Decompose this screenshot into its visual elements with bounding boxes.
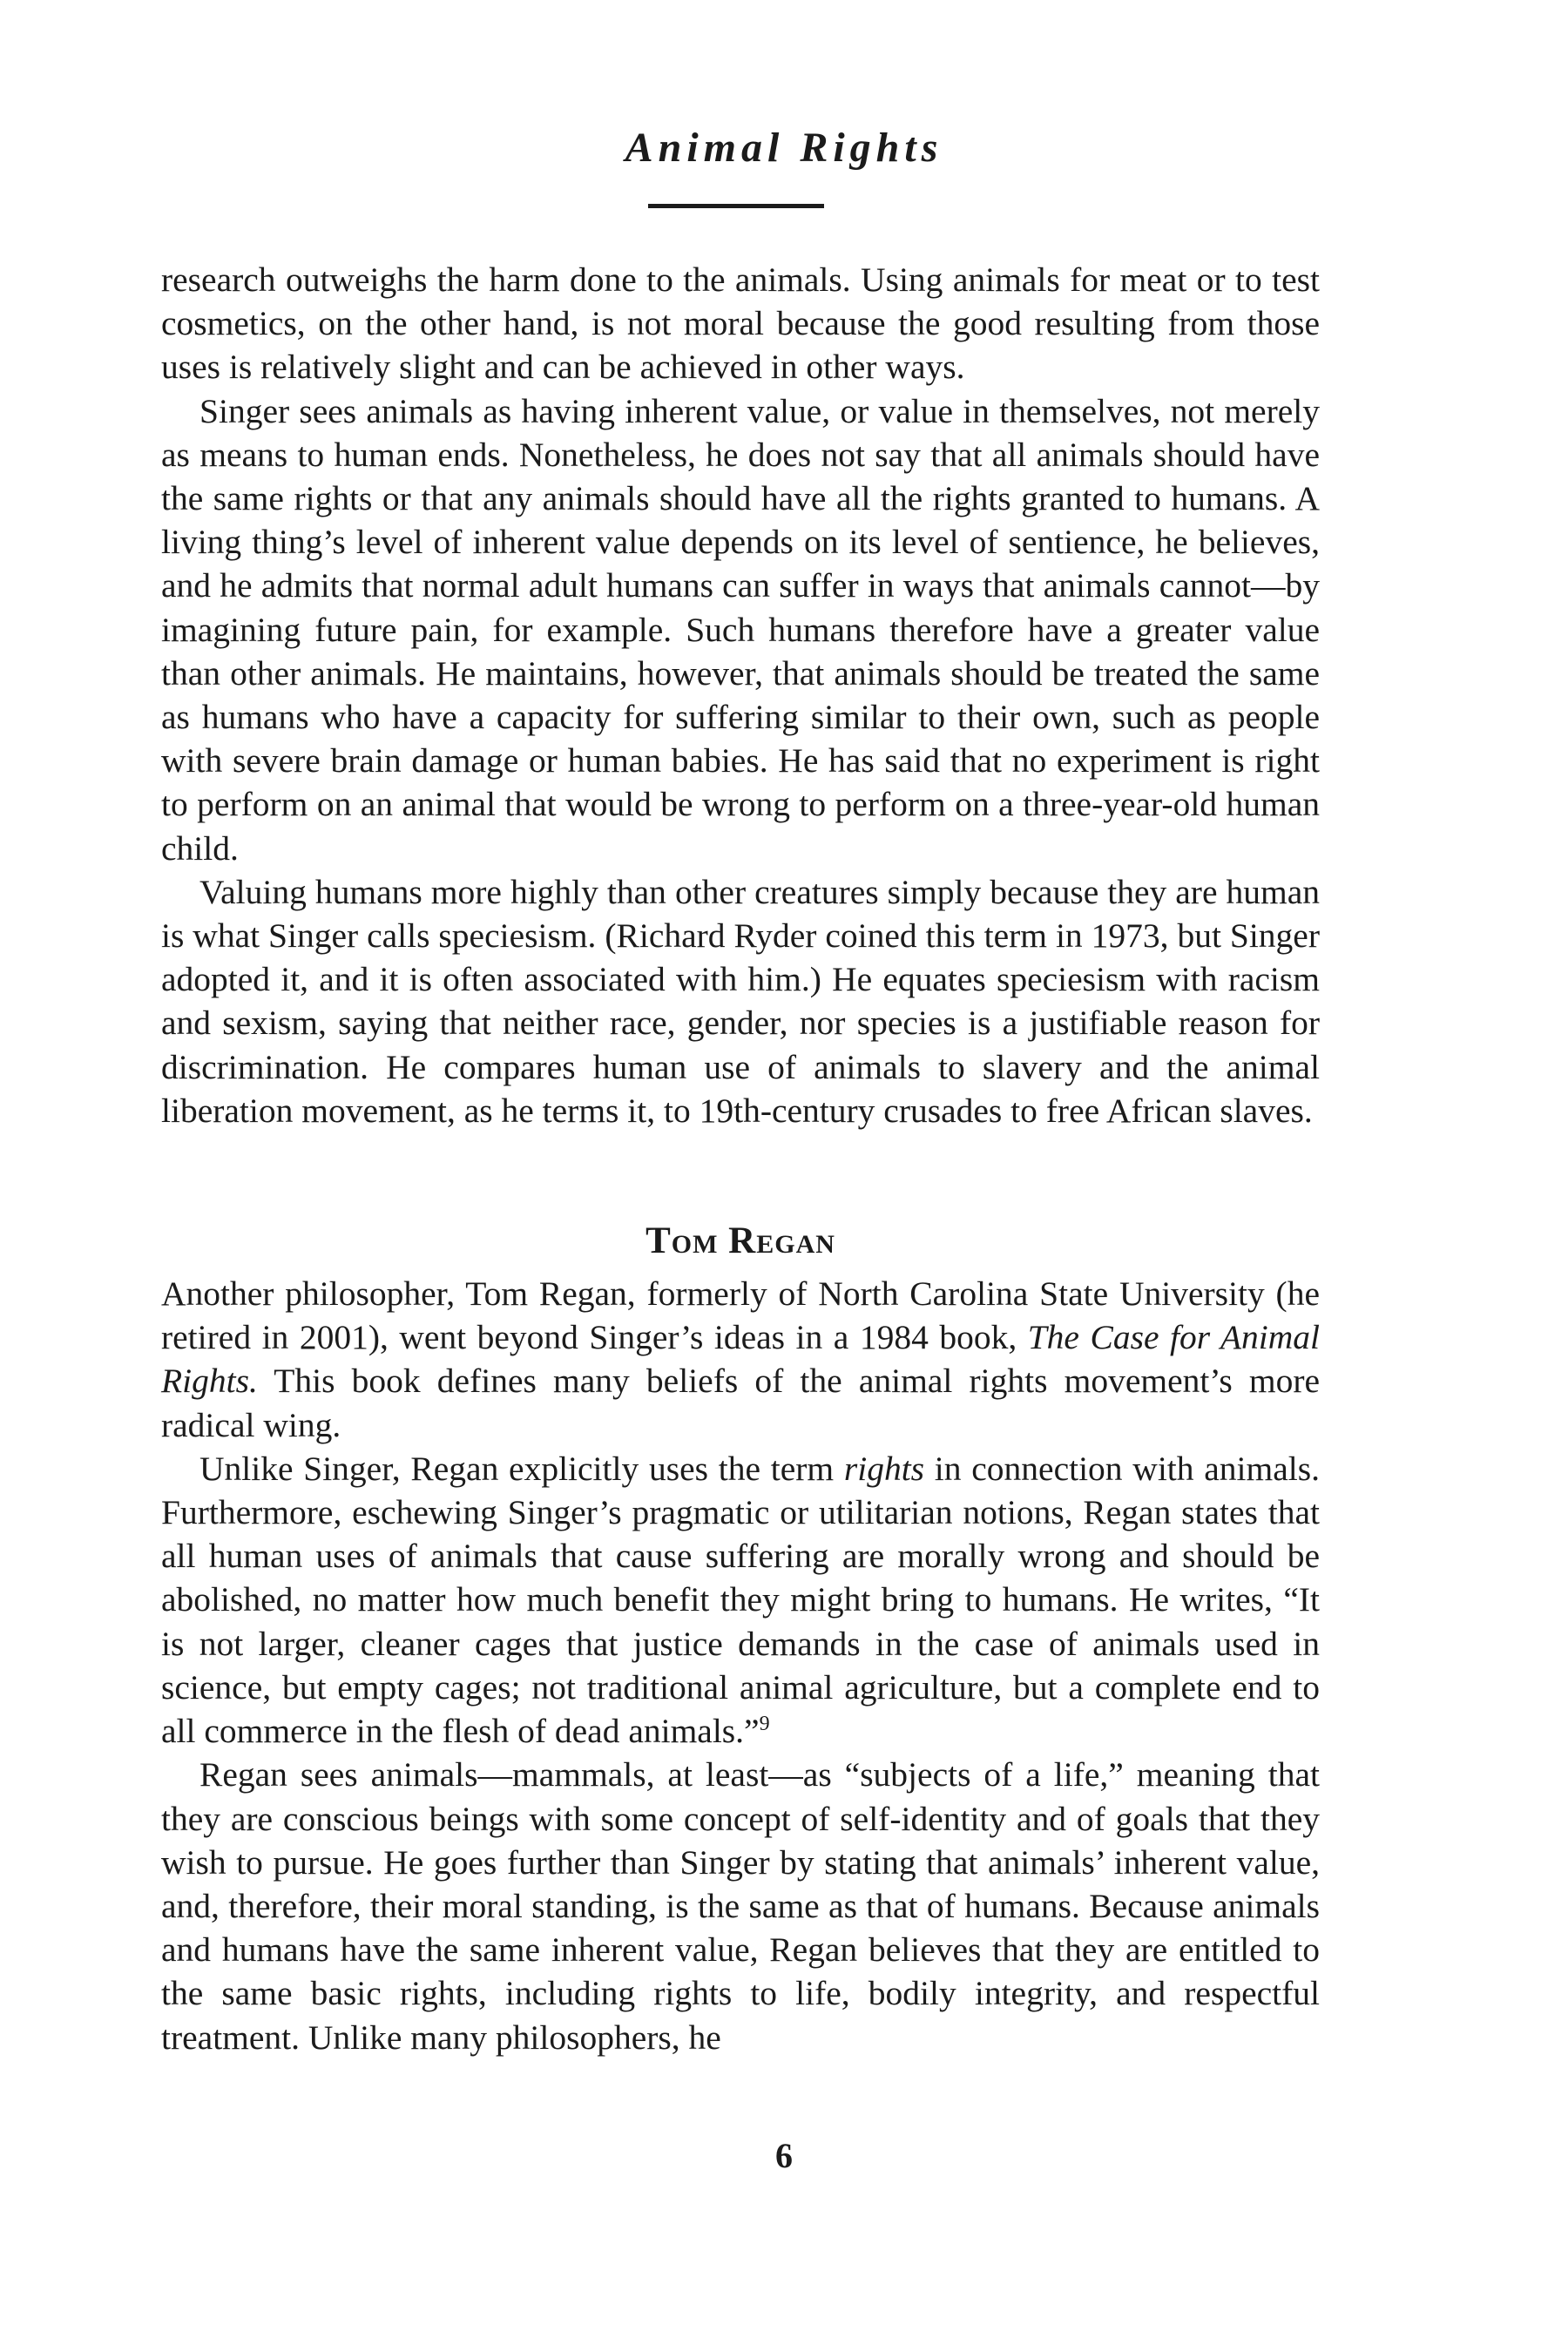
paragraph: Regan sees animals—mammals, at least—as “subjects of a life,” meaning that they are conscious beings with some concept of self-identity and of goals that they wish to pursue. He goes further than Singer by stating that animals’ inherent value, and, therefore, their moral standing, is the same as that of humans. Because animals and humans have the same inherent value, Regan believes that they are entitled to the same basic rights, including rights to life, bodily integrity, and respectful treatment. Unlike many philosophers, he (161, 1755, 1320, 2057)
paragraph-text: This book defines many beliefs of the animal rights movement’s more radical wing. (161, 1362, 1320, 1444)
paragraph (161, 1272, 1320, 1447)
book-title: The Case for Animal Rights. (161, 1318, 1320, 1401)
paragraph: research outweighs the harm done to the animals. Using animals for meat or to test cosmetics, on the other hand, is not moral because the good resulting from those uses is relatively slight and can be achieved in other ways. (161, 260, 1320, 387)
paragraph-text: in connection with animals. Furthermore, eschewing Singer’s pragmatic or utilitarian notions, Regan states that all human uses of animals that cause suffering are morally wrong and should be abolished, no matter how much benefit they might bring to humans. He writes, “It is not larger, cleaner cages that justice demands in the case of animals used in science, but empty cages; not traditional animal agriculture, but a complete end to all commerce in the flesh of dead animals.” (161, 1449, 1320, 1751)
running-head-rule (648, 204, 824, 208)
page-number: 6 (775, 2136, 793, 2175)
emphasized-term: rights (843, 1449, 925, 1488)
section-heading: Tom Regan (645, 1220, 835, 1262)
running-head: Animal Rights (625, 125, 943, 171)
paragraph-text: Unlike Singer, Regan explicitly uses the term (199, 1449, 844, 1488)
paragraph (161, 1447, 1320, 1753)
paragraph: Singer sees animals as having inherent value, or value in themselves, not merely as means to human ends. Nonetheless, he does not say that all animals should have the same rights or that any animals should have all the rights granted to humans. A living thing’s level of inherent value depends on its level of sentience, he believes, and he admits that normal adult humans can suffer in ways that animals cannot—by imagining future pain, for example. Such humans therefore have a greater value than other animals. He maintains, however, that animals should be treated the same as humans who have a capacity for suffering similar to their own, such as people with severe brain damage or human babies. He has said that no experiment is right to perform on an animal that would be wrong to perform on a three-year-old human child. (161, 391, 1320, 868)
body-text (161, 258, 1320, 2059)
paragraph-text: Another philosopher, Tom Regan, formerly of North Carolina State University (he retired in 2001), went beyond Singer’s ideas in a 1984 book, (161, 1274, 1320, 1357)
paragraph: Valuing humans more highly than other creatures simply because they are human is what Singer calls speciesism. (Richard Ryder coined this term in 1973, but Singer adopted it, and it is often associated with him.) He equates speciesism with racism and sexism, saying that neither race, gender, nor species is a justifiable reason for discrimination. He compares human use of animals to slavery and the animal liberation movement, as he terms it, to 19th-century crusades to free African slaves. (161, 872, 1320, 1130)
footnote-reference[interactable]: 9 (759, 1712, 770, 1735)
